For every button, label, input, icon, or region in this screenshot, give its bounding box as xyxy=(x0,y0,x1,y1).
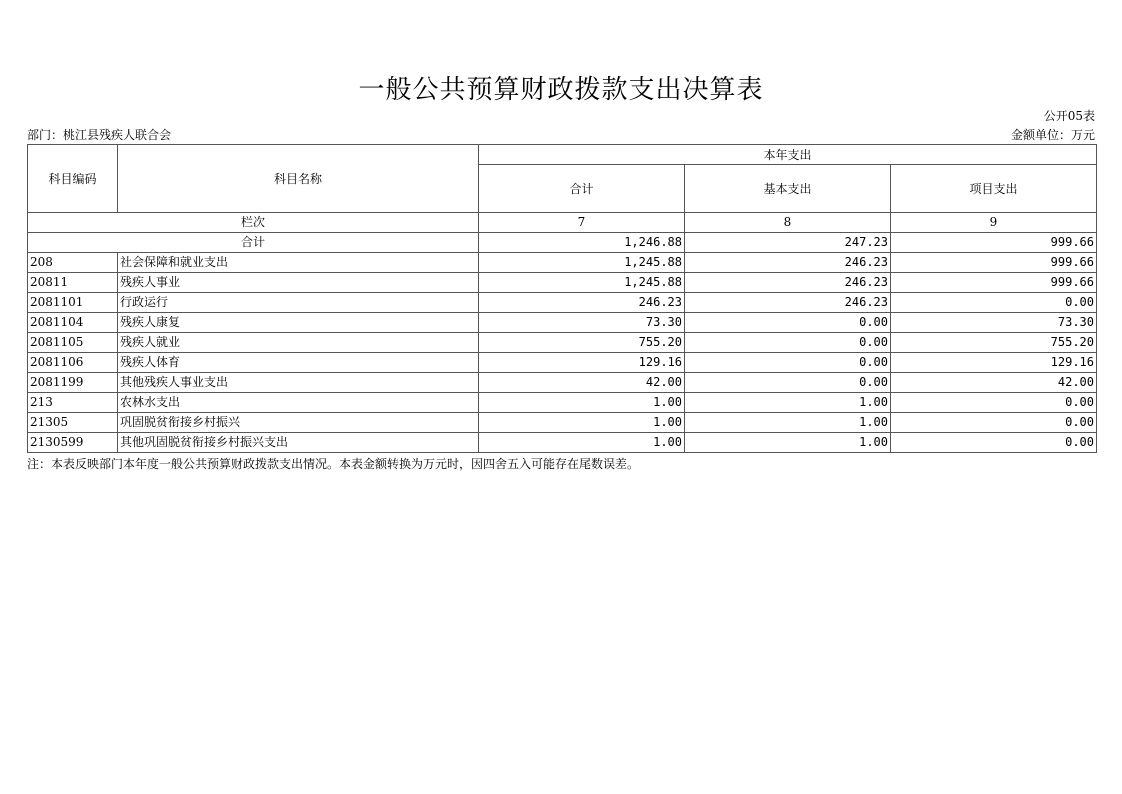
footnote: 注：本表反映部门本年度一般公共预算财政拨款支出情况。本表金额转换为万元时，因四舍五入可能存在尾数误差。 xyxy=(27,457,640,471)
row-code: 21305 xyxy=(28,413,118,433)
row-basic: 0.00 xyxy=(685,353,891,373)
row-basic: 246.23 xyxy=(685,253,891,273)
row-project: 42.00 xyxy=(891,373,1097,393)
row-project: 0.00 xyxy=(891,433,1097,453)
header-project: 项目支出 xyxy=(891,165,1097,213)
row-name: 巩固脱贫衔接乡村振兴 xyxy=(118,413,479,433)
row-code: 213 xyxy=(28,393,118,413)
total-row xyxy=(28,233,1097,253)
lanci-label: 栏次 xyxy=(28,213,479,233)
row-total: 1.00 xyxy=(479,413,685,433)
row-basic: 1.00 xyxy=(685,413,891,433)
header-basic: 基本支出 xyxy=(685,165,891,213)
row-name: 残疾人就业 xyxy=(118,333,479,353)
total-label: 合计 xyxy=(28,233,479,253)
expenditure-table xyxy=(27,144,1097,453)
row-project: 0.00 xyxy=(891,413,1097,433)
table-row xyxy=(28,353,1097,373)
row-total: 1.00 xyxy=(479,433,685,453)
amount-unit-label: 金额单位：万元 xyxy=(1010,128,1095,142)
total-project: 999.66 xyxy=(891,233,1097,253)
header-name: 科目名称 xyxy=(118,145,479,213)
row-code: 20811 xyxy=(28,273,118,293)
row-code: 2081104 xyxy=(28,313,118,333)
row-total: 246.23 xyxy=(479,293,685,313)
row-basic: 0.00 xyxy=(685,313,891,333)
table-row xyxy=(28,253,1097,273)
row-basic: 0.00 xyxy=(685,373,891,393)
total-amount: 1,246.88 xyxy=(479,233,685,253)
header-year-group: 本年支出 xyxy=(479,145,1097,165)
row-name: 其他巩固脱贫衔接乡村振兴支出 xyxy=(118,433,479,453)
table-row xyxy=(28,393,1097,413)
row-total: 42.00 xyxy=(479,373,685,393)
lanci-9: 9 xyxy=(891,213,1097,233)
row-total: 755.20 xyxy=(479,333,685,353)
table-row xyxy=(28,373,1097,393)
row-project: 73.30 xyxy=(891,313,1097,333)
page-title: 一般公共预算财政拨款支出决算表 xyxy=(358,75,764,105)
table-row xyxy=(28,313,1097,333)
row-project: 0.00 xyxy=(891,393,1097,413)
row-total: 129.16 xyxy=(479,353,685,373)
row-code: 208 xyxy=(28,253,118,273)
row-name: 残疾人事业 xyxy=(118,273,479,293)
row-name: 残疾人体育 xyxy=(118,353,479,373)
table-body xyxy=(28,253,1097,453)
row-name: 行政运行 xyxy=(118,293,479,313)
row-basic: 246.23 xyxy=(685,293,891,313)
row-total: 1,245.88 xyxy=(479,273,685,293)
total-basic: 247.23 xyxy=(685,233,891,253)
row-code: 2081106 xyxy=(28,353,118,373)
table-row xyxy=(28,293,1097,313)
row-basic: 0.00 xyxy=(685,333,891,353)
header-total: 合计 xyxy=(479,165,685,213)
row-total: 73.30 xyxy=(479,313,685,333)
row-total: 1.00 xyxy=(479,393,685,413)
row-total: 1,245.88 xyxy=(479,253,685,273)
row-name: 残疾人康复 xyxy=(118,313,479,333)
header-code: 科目编码 xyxy=(28,145,118,213)
row-project: 999.66 xyxy=(891,273,1097,293)
row-project: 755.20 xyxy=(891,333,1097,353)
table-row xyxy=(28,413,1097,433)
row-basic: 246.23 xyxy=(685,273,891,293)
lanci-8: 8 xyxy=(685,213,891,233)
table-row xyxy=(28,433,1097,453)
row-code: 2130599 xyxy=(28,433,118,453)
row-code: 2081199 xyxy=(28,373,118,393)
row-code: 2081105 xyxy=(28,333,118,353)
lanci-7: 7 xyxy=(479,213,685,233)
row-basic: 1.00 xyxy=(685,393,891,413)
row-project: 0.00 xyxy=(891,293,1097,313)
form-code: 公开05表 xyxy=(1043,109,1095,123)
department-label: 部门：桃江县残疾人联合会 xyxy=(27,128,172,142)
row-project: 129.16 xyxy=(891,353,1097,373)
row-code: 2081101 xyxy=(28,293,118,313)
row-name: 其他残疾人事业支出 xyxy=(118,373,479,393)
row-name: 农林水支出 xyxy=(118,393,479,413)
table-row xyxy=(28,333,1097,353)
row-name: 社会保障和就业支出 xyxy=(118,253,479,273)
table-row xyxy=(28,273,1097,293)
row-basic: 1.00 xyxy=(685,433,891,453)
row-project: 999.66 xyxy=(891,253,1097,273)
